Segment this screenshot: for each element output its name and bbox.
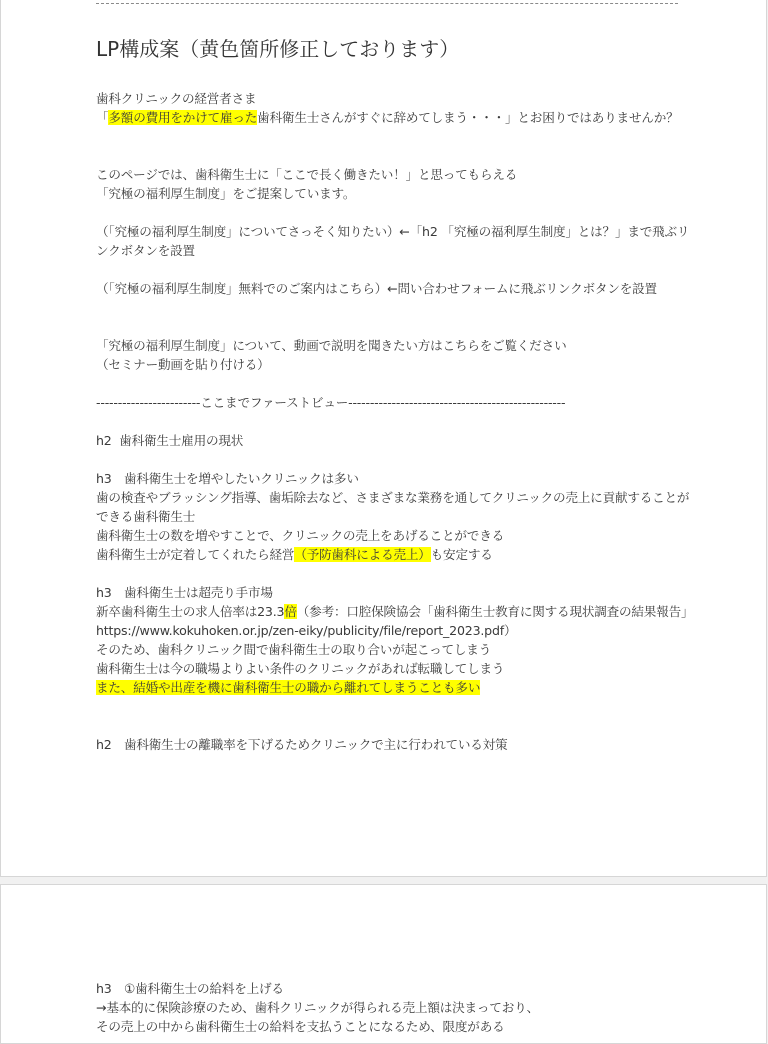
page1-body bbox=[96, 89, 696, 754]
market-line-3: そのため、歯科クリニック間で歯科衛生士の取り合いが起こってしまう bbox=[96, 642, 492, 657]
video-line-1: 「究極の福利厚生制度」について、動画で説明を聞きたい方はこちらをご覧ください bbox=[96, 338, 567, 353]
h3-market-heading: h3 歯科衛生士は超売り手市場 bbox=[96, 585, 273, 600]
h2-measures-heading: h2 歯科衛生士の離職率を下げるためクリニックで主に行われている対策 bbox=[96, 737, 508, 752]
link-note-1: （「究極の福利厚生制度」についてさっそく知りたい）←「h2 「究極の福利厚生制度」とは？」まで飛ぶリンクボタンを設置 bbox=[96, 224, 690, 258]
h3-salary-heading: h3 ①歯科衛生士の給料を上げる bbox=[96, 981, 284, 996]
top-dashed-divider bbox=[96, 0, 678, 4]
highlight-cost: 多額の費用をかけて雇った bbox=[108, 110, 258, 125]
salary-line-2: その売上の中から歯科衛生士の給料を支払うことになるため、限度がある bbox=[96, 1019, 505, 1034]
highlight-preventive: （予防歯科による売上） bbox=[294, 547, 431, 562]
page2-body bbox=[96, 979, 696, 1036]
h2-status-heading: h2 歯科衛生士雇用の現状 bbox=[96, 433, 244, 448]
highlight-times: 倍 bbox=[284, 604, 297, 619]
intro-paragraph: 「多額の費用をかけて雇った歯科衛生士さんがすぐに辞めてしまう・・・」とお困りではありませんか？ bbox=[96, 110, 679, 125]
market-line-4: 歯科衛生士は今の職場よりよい条件のクリニックがあれば転職してしまう bbox=[96, 661, 505, 676]
increase-line-3: 歯科衛生士の数を増やすことで、クリニックの売上をあげることができる bbox=[96, 528, 504, 543]
market-line-5 bbox=[96, 678, 696, 697]
link-note-2: （「究極の福利厚生制度」無料でのご案内はこちら）←問い合わせフォームに飛ぶリンクボタンを設置 bbox=[96, 281, 657, 296]
proposal-line-2: 「究極の福利厚生制度」をご提案しています。 bbox=[96, 186, 356, 201]
greeting-line: 歯科クリニックの経営者さま bbox=[96, 91, 257, 106]
first-view-divider: ------------------------ここまでファーストビュー-------------------------------------------------- bbox=[96, 395, 566, 410]
highlight-marriage: また、結婚や出産を機に歯科衛生士の職から離れてしまうことも多い bbox=[96, 680, 481, 695]
video-line-2: （セミナー動画を貼り付ける） bbox=[96, 357, 270, 372]
market-body: 新卒歯科衛生士の求人倍率は23.3倍（参考：口腔保険協会「歯科衛生士教育に関する現状調査の結果報告」https://www.kokuhoken.or.jp/zen-eiky/publicity/file/report_2023.pdf） bbox=[96, 604, 694, 638]
h3-increase-heading: h3 歯科衛生士を増やしたいクリニックは多い bbox=[96, 471, 359, 486]
page-title: LP構成案（黄色箇所修正しております） bbox=[96, 37, 460, 61]
increase-line-4: 歯科衛生士が定着してくれたら経営（予防歯科による売上）も安定する bbox=[96, 547, 493, 562]
proposal-line-1: このページでは、歯科衛生士に「ここで長く働きたい！」と思ってもらえる bbox=[96, 167, 518, 182]
increase-body: 歯の検査やブラッシング指導、歯垢除去など、さまざまな業務を通してクリニックの売上に貢献することができる歯科衛生士 bbox=[96, 490, 690, 524]
salary-line-1: →基本的に保険診療のため、歯科クリニックが得られる売上額は決まっており、 bbox=[96, 1000, 539, 1015]
document-page-2 bbox=[0, 884, 767, 1044]
